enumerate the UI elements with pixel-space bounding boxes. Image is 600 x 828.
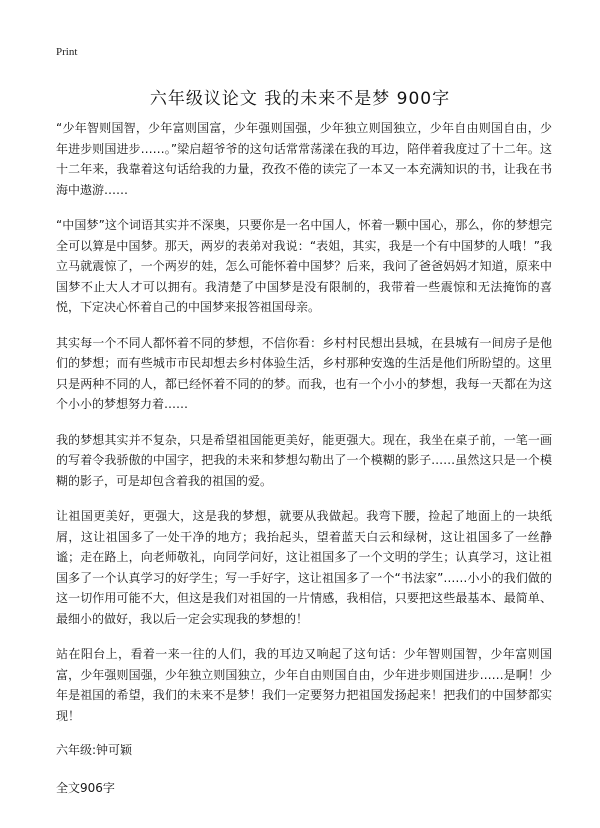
word-count: 全文906字 [56, 781, 115, 795]
paragraph: 让祖国更美好，更强大，这是我的梦想，就要从我做起。我弯下腰，捡起了地面上的一块纸屑，这让祖国多了一处干净的地方；我抬起头，望着蓝天白云和绿树，这让祖国多了一丝静谧；走在路上，向老师敬礼，向同学问好，这让祖国多了一个文明的学生；认真学习，这让祖国多了一个认真学习的好学生；写一手好字，这让祖国多了一个“书法家”……小小的我们做的这一切作用可能不大，但这是我们对祖国的一片情感，我相信，只要把这些最基本、最简单、最细小的做好，我以后一定会实现我的梦想的！ [56, 509, 552, 626]
paragraph: “中国梦”这个词语其实并不深奥，只要你是一名中国人，怀着一颗中国心，那么，你的梦想完全可以算是中国梦。那天，两岁的表弟对我说：“表姐，其实，我是一个有中国梦的人哦！”我立马就震惊了，一个两岁的娃，怎么可能怀着中国梦？后来，我问了爸爸妈妈才知道，原来中国梦不止大人才可以拥有。我清楚了中国梦是没有限制的，我带着一些震惊和无法掩饰的喜悦，下定决心怀着自己的中国梦来报答祖国母亲。 [56, 218, 552, 314]
page-title: 六年级议论文 我的未来不是梦 900字 [149, 89, 451, 109]
paragraph: “少年智则国智，少年富则国富，少年强则国强，少年独立则国独立，少年自由则国自由，少年进步则国进步……。”梁启超爷爷的这句话常常荡漾在我的耳边，陪伴着我度过了十二年。这十二年来，我靠着这句话给我的力量，孜孜不倦的读完了一本又一本充满知识的书，让我在书海中遨游…… [56, 121, 552, 197]
author-line: 六年级:钟可颖 [56, 743, 133, 757]
paragraph: 我的梦想其实并不复杂，只是希望祖国能更美好，能更强大。现在，我坐在桌子前，一笔一画的写着令我骄傲的中国字，把我的未来和梦想勾勒出了一个模糊的影子……虽然这只是一个模糊的影子，可是却包含着我的祖国的爱。 [56, 432, 552, 488]
paragraph: 其实每一个不同人都怀着不同的梦想，不信你看：乡村村民想出县城，在县城有一间房子是他们的梦想；而有些城市市民却想去乡村体验生活，乡村那种安逸的生活是他们所盼望的。这里只是两种不同的人，都已经怀着不同的的梦。而我，也有一个小小的梦想，我每一天都在为这个小小的梦想努力着…… [56, 335, 552, 411]
article-body [56, 118, 552, 797]
paragraph: 站在阳台上，看着一来一往的人们，我的耳边又响起了这句话：少年智则国智，少年富则国富，少年强则国强，少年独立则国独立，少年自由则国自由，少年进步则国进步……是啊！少年是祖国的希望，我们的未来不是梦！我们一定要努力把祖国发扬起来！把我们的中国梦都实现！ [56, 647, 552, 723]
print-link[interactable]: Print [56, 46, 78, 58]
